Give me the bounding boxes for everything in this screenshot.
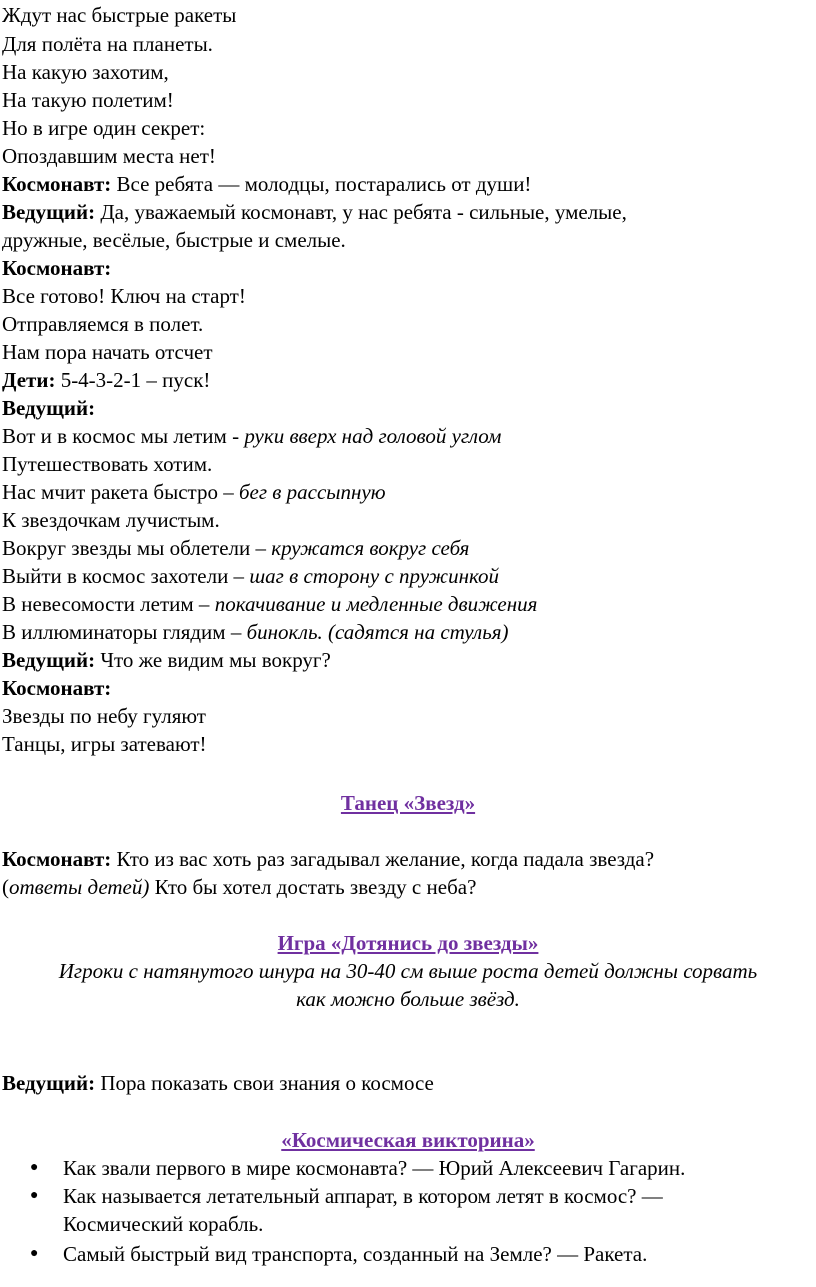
bullet-icon: ●: [30, 1246, 39, 1261]
quiz-item: Как называется летательный аппарат, в котором летят в космос? —: [63, 1184, 663, 1208]
speaker-label: Ведущий:: [2, 200, 96, 224]
heading-game: Игра «Дотянись до звезды»: [277, 931, 539, 955]
dialogue-line: [2, 366, 210, 394]
poem-line: [2, 86, 174, 114]
dialogue-line: [2, 394, 95, 422]
speaker-label: Космонавт:: [2, 256, 112, 280]
poem-line: [2, 562, 499, 590]
line-text: (: [2, 875, 9, 899]
speaker-label: Ведущий:: [2, 648, 96, 672]
line-text: дружные, весёлые, быстрые и смелые.: [2, 228, 346, 252]
speaker-label: Ведущий:: [2, 396, 96, 420]
dialogue-line: [2, 873, 476, 901]
speaker-label: Дети:: [2, 368, 56, 392]
line-text: Но в игре один секрет:: [2, 116, 206, 140]
line-text: В иллюминаторы глядим –: [2, 620, 247, 644]
poem-line: [2, 422, 501, 450]
poem-line: [2, 226, 346, 254]
line-text: Танцы, игры затевают!: [2, 732, 207, 756]
heading-dance: Танец «Звезд»: [340, 791, 476, 815]
speaker-label: Космонавт:: [2, 847, 112, 871]
line-text: Для полёта на планеты.: [2, 32, 213, 56]
line-text: Кто бы хотел достать звезду с неба?: [149, 875, 477, 899]
game-description-line: как можно больше звёзд.: [296, 987, 520, 1011]
line-text: Кто из вас хоть раз загадывал желание, когда падала звезда?: [111, 847, 655, 871]
line-text: Ждут нас быстрые ракеты: [2, 3, 237, 27]
poem-line: [2, 142, 216, 170]
poem-line: [2, 338, 213, 366]
dialogue-line: [2, 170, 531, 198]
poem-line: [2, 30, 213, 58]
line-text: Все ребята — молодцы, постарались от души!: [111, 172, 532, 196]
line-text: Опоздавшим места нет!: [2, 144, 216, 168]
line-text: Отправляемся в полет.: [2, 312, 204, 336]
quiz-item: Самый быстрый вид транспорта, созданный на Земле? — Ракета.: [63, 1242, 648, 1266]
dialogue-line: [2, 646, 331, 674]
line-text: Вокруг звезды мы облетели –: [2, 536, 272, 560]
line-text: Выйти в космос захотели –: [2, 564, 250, 588]
dialogue-line: [2, 845, 654, 873]
stage-direction: ответы детей): [9, 875, 150, 899]
speaker-label: Космонавт:: [2, 676, 112, 700]
dialogue-line: [2, 198, 627, 226]
poem-line: [2, 590, 537, 618]
poem-line: [2, 730, 207, 758]
stage-direction: покачивание и медленные движения: [214, 592, 538, 616]
line-text: Нас мчит ракета быстро –: [2, 480, 239, 504]
poem-line: [2, 1, 236, 29]
poem-line: [2, 702, 206, 730]
speaker-label: Космонавт:: [2, 172, 112, 196]
line-text: Да, уважаемый космонавт, у нас ребята - сильные, умелые,: [95, 200, 627, 224]
game-description-line: Игроки с натянутого шнура на 30-40 см выше роста детей должны сорвать: [58, 959, 758, 983]
line-text: На такую полетим!: [2, 88, 174, 112]
speaker-label: Ведущий:: [2, 1071, 96, 1095]
stage-direction: руки вверх над головой углом: [244, 424, 502, 448]
poem-line: [2, 506, 220, 534]
line-text: На какую захотим,: [2, 60, 169, 84]
poem-line: [2, 58, 169, 86]
poem-line: [2, 534, 469, 562]
poem-line: [2, 114, 205, 142]
stage-direction: шаг в сторону с пружинкой: [249, 564, 500, 588]
dialogue-line: [2, 674, 111, 702]
bullet-icon: ●: [30, 1188, 39, 1203]
bullet-icon: ●: [30, 1160, 39, 1175]
line-text: 5-4-3-2-1 – пуск!: [55, 368, 211, 392]
poem-line: [2, 478, 386, 506]
heading-quiz: «Космическая викторина»: [281, 1128, 535, 1152]
line-text: Вот и в космос мы летим -: [2, 424, 245, 448]
poem-line: [2, 618, 509, 646]
poem-line: [2, 310, 203, 338]
line-text: Все готово! Ключ на старт!: [2, 284, 246, 308]
line-text: Пора показать свои знания о космосе: [95, 1071, 434, 1095]
poem-line: [2, 282, 246, 310]
dialogue-line: [2, 254, 111, 282]
line-text: Что же видим мы вокруг?: [95, 648, 331, 672]
line-text: Звезды по небу гуляют: [2, 704, 206, 728]
line-text: Нам пора начать отсчет: [2, 340, 213, 364]
stage-direction: бинокль. (садятся на стулья): [246, 620, 509, 644]
line-text: В невесомости летим –: [2, 592, 215, 616]
poem-line: [2, 450, 212, 478]
quiz-item: Как звали первого в мире космонавта? — Юрий Алексеевич Гагарин.: [63, 1156, 686, 1180]
stage-direction: бег в рассыпную: [238, 480, 386, 504]
line-text: Путешествовать хотим.: [2, 452, 213, 476]
line-text: К звездочкам лучистым.: [2, 508, 220, 532]
dialogue-line: [2, 1069, 434, 1097]
quiz-item-continuation: Космический корабль.: [63, 1212, 264, 1236]
stage-direction: кружатся вокруг себя: [271, 536, 470, 560]
